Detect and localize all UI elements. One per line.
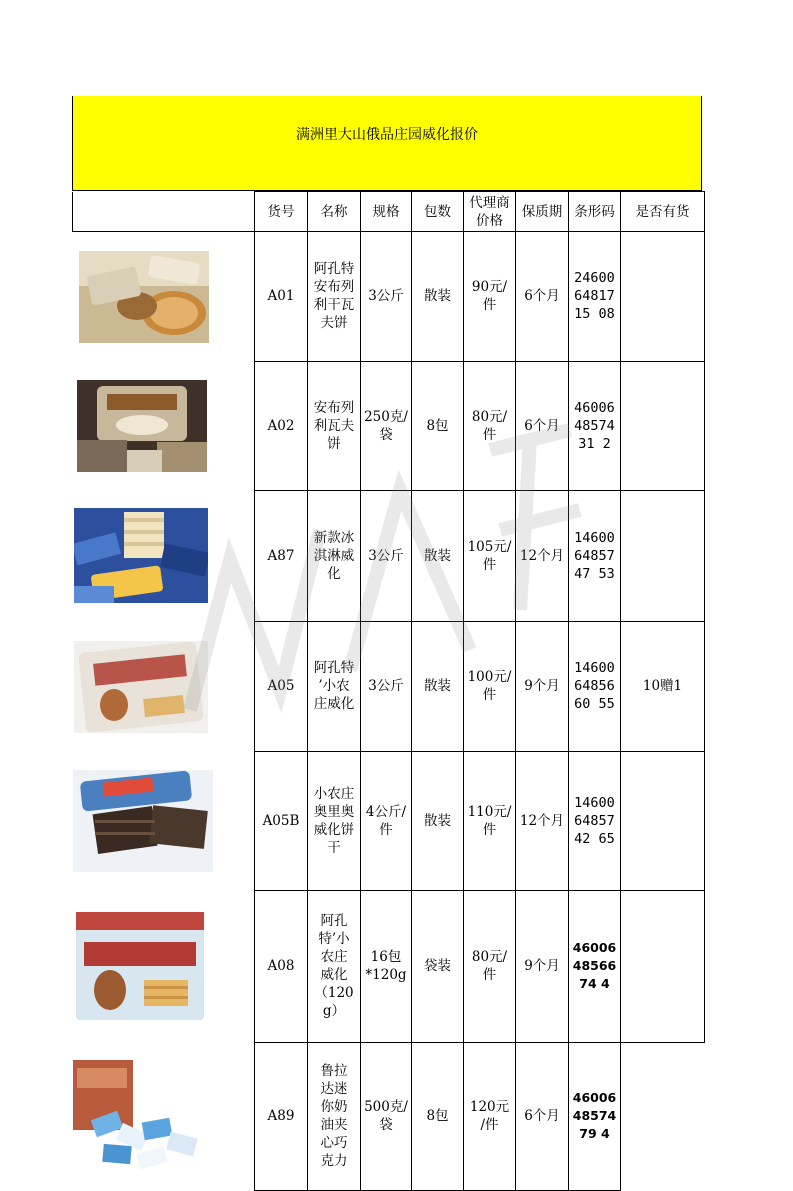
product-code: A87 [255, 490, 308, 621]
product-shelf-life: 6个月 [516, 361, 569, 490]
product-photo [73, 361, 255, 490]
product-barcode: 460064857479 4 [569, 1042, 621, 1190]
header-shelf-life: 保质期 [516, 192, 569, 232]
product-image-a87 [74, 508, 208, 603]
product-price: 120元 /件 [464, 1042, 516, 1190]
product-name: 阿孔特 ’小农 庄威化 [308, 621, 361, 751]
product-photo [73, 890, 255, 1042]
product-stock: 10赠1 [621, 621, 705, 751]
title-banner [72, 96, 702, 191]
product-photo [73, 751, 255, 890]
header-name: 名称 [308, 192, 361, 232]
product-barcode: 246006481715 08 [569, 232, 621, 362]
product-stock [621, 490, 705, 621]
product-pack: 散装 [412, 751, 464, 890]
product-photo [73, 1042, 255, 1190]
product-shelf-life: 6个月 [516, 1042, 569, 1190]
product-photo [73, 621, 255, 751]
header-spec: 规格 [361, 192, 412, 232]
table-row [73, 1042, 705, 1190]
product-name: 鲁拉 达迷 你奶 油夹 心巧 克力 [308, 1042, 361, 1190]
price-table [72, 191, 705, 1191]
product-name: 阿孔 特’小 农庄 威化 （120 g） [308, 890, 361, 1042]
product-image-a08 [74, 912, 206, 1024]
table-row [73, 621, 705, 751]
product-pack: 8包 [412, 361, 464, 490]
product-spec: 500克/ 袋 [361, 1042, 412, 1190]
product-barcode: 146006485660 55 [569, 621, 621, 751]
product-pack: 散装 [412, 232, 464, 362]
product-shelf-life: 9个月 [516, 890, 569, 1042]
product-pack: 8包 [412, 1042, 464, 1190]
table-row [73, 890, 705, 1042]
product-price: 90元/ 件 [464, 232, 516, 362]
product-name: 阿孔特 安布列 利干瓦 夫饼 [308, 232, 361, 362]
product-shelf-life: 12个月 [516, 751, 569, 890]
product-spec: 3公斤 [361, 621, 412, 751]
product-shelf-life: 9个月 [516, 621, 569, 751]
product-spec: 3公斤 [361, 232, 412, 362]
table-row [73, 490, 705, 621]
product-code: A02 [255, 361, 308, 490]
product-code: A89 [255, 1042, 308, 1190]
product-pack: 散装 [412, 621, 464, 751]
product-name: 新款冰 淇淋威 化 [308, 490, 361, 621]
product-photo [73, 232, 255, 362]
table-row [73, 232, 705, 362]
product-barcode: 146006485747 53 [569, 490, 621, 621]
product-price: 100元/ 件 [464, 621, 516, 751]
product-spec: 250克/ 袋 [361, 361, 412, 490]
product-image-a05 [74, 641, 208, 733]
product-spec: 16包 *120g [361, 890, 412, 1042]
product-barcode: 460064856674 4 [569, 890, 621, 1042]
product-barcode: 460064857431 2 [569, 361, 621, 490]
product-stock [621, 751, 705, 890]
product-code: A05 [255, 621, 308, 751]
table-row [73, 751, 705, 890]
product-photo [73, 490, 255, 621]
product-image-a89 [73, 1060, 209, 1172]
product-pack: 散装 [412, 490, 464, 621]
page-title: 满洲里大山俄品庄园威化报价 [296, 127, 478, 143]
table-row [73, 361, 705, 490]
product-image-a02 [77, 380, 207, 472]
header-stock: 是否有货 [621, 192, 705, 232]
product-stock [621, 890, 705, 1042]
product-stock [621, 361, 705, 490]
product-pack: 袋装 [412, 890, 464, 1042]
product-shelf-life: 12个月 [516, 490, 569, 621]
header-blank [73, 192, 255, 232]
product-name: 安布列 利瓦夫 饼 [308, 361, 361, 490]
product-spec: 3公斤 [361, 490, 412, 621]
header-barcode: 条形码 [569, 192, 621, 232]
header-price: 代理商 价格 [464, 192, 516, 232]
product-barcode: 146006485742 65 [569, 751, 621, 890]
product-spec: 4公斤/ 件 [361, 751, 412, 890]
header-pack: 包数 [412, 192, 464, 232]
product-code: A05B [255, 751, 308, 890]
header-code: 货号 [255, 192, 308, 232]
product-price: 80元/ 件 [464, 361, 516, 490]
product-shelf-life: 6个月 [516, 232, 569, 362]
product-image-a01 [79, 251, 209, 343]
product-code: A08 [255, 890, 308, 1042]
product-code: A01 [255, 232, 308, 362]
product-stock [621, 232, 705, 362]
product-price: 110元/ 件 [464, 751, 516, 890]
product-image-a05b [73, 770, 213, 872]
product-name: 小农庄 奥里奥 威化饼 干 [308, 751, 361, 890]
product-price: 80元/ 件 [464, 890, 516, 1042]
header-row [73, 192, 705, 232]
product-price: 105元/ 件 [464, 490, 516, 621]
product-stock [621, 1042, 705, 1190]
